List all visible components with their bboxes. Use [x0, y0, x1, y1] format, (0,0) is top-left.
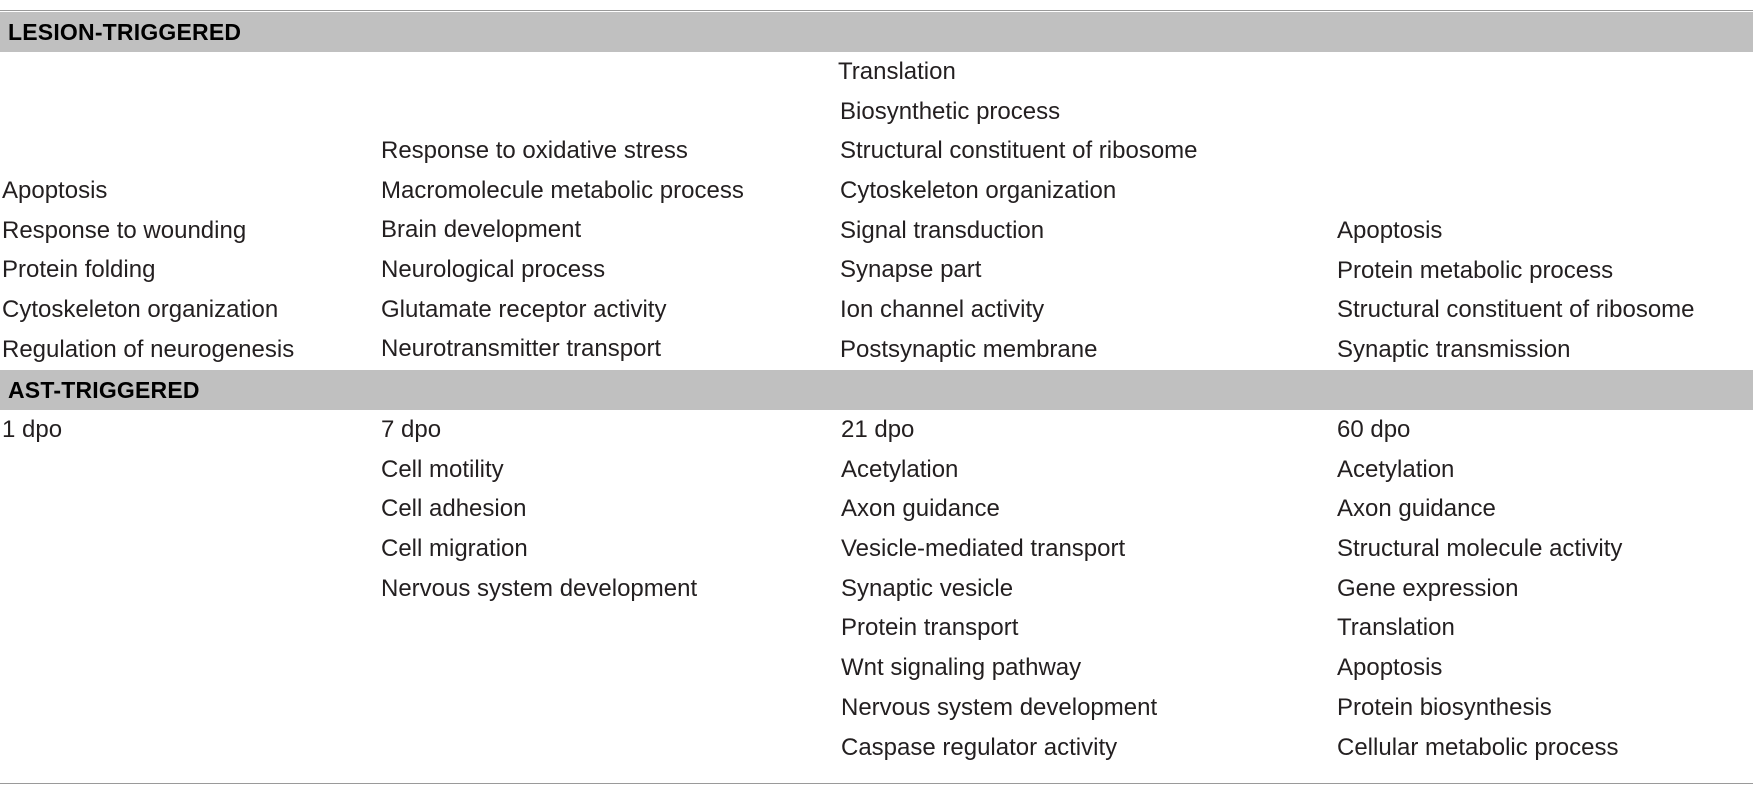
ast-triggered-label: AST-TRIGGERED — [8, 377, 200, 403]
table-cell: Axon guidance — [841, 495, 1000, 523]
table-cell: Neurotransmitter transport — [381, 335, 662, 363]
table-cell: Apoptosis — [2, 177, 108, 204]
table-cell: 1 dpo — [2, 416, 63, 443]
table-cell: Protein transport — [841, 614, 1019, 642]
table-cell: Macromolecule metabolic process — [381, 176, 744, 204]
table-cell: Biosynthetic process — [840, 97, 1061, 125]
table-cell: Acetylation — [1337, 455, 1455, 483]
table-cell: 21 dpo — [841, 416, 915, 443]
table-cell: Apoptosis — [1337, 654, 1443, 682]
lesion-col-2 — [381, 131, 771, 369]
table-cell: Cell adhesion — [381, 495, 527, 523]
table-cell: Vesicle-mediated transport — [841, 535, 1126, 563]
table-cell: Synapse part — [840, 256, 982, 284]
table-cell: Protein folding — [2, 256, 156, 284]
table-cell: Glutamate receptor activity — [381, 295, 667, 323]
lesion-triggered-label: LESION-TRIGGERED — [8, 19, 242, 45]
table-cell: Ion channel activity — [840, 296, 1045, 324]
table-cell: Cell motility — [381, 455, 504, 483]
table-cell: Cell migration — [381, 535, 528, 563]
table-cell: Cellular metabolic process — [1337, 733, 1619, 761]
table-cell: 60 dpo — [1337, 416, 1411, 443]
table-cell: Structural constituent of ribosome — [1337, 296, 1695, 324]
table-cell: Axon guidance — [1337, 495, 1496, 523]
lesion-col-4 — [1337, 211, 1727, 370]
table-cell: Wnt signaling pathway — [841, 654, 1082, 682]
table-cell: Protein metabolic process — [1337, 256, 1614, 284]
table-cell: Structural constituent of ribosome — [840, 137, 1198, 165]
table-cell: 7 dpo — [381, 416, 442, 443]
ast-triggered-header — [0, 370, 1753, 410]
ast-col-3 — [841, 410, 1231, 767]
table-cell: Postsynaptic membrane — [840, 335, 1098, 363]
table-cell: Protein biosynthesis — [1337, 693, 1552, 721]
lesion-triggered-header — [0, 12, 1753, 52]
table-cell: Nervous system development — [841, 693, 1158, 721]
ast-col-2 — [381, 410, 771, 608]
lesion-col-1 — [2, 171, 392, 369]
top-rule — [0, 10, 1753, 11]
table-cell: Neurological process — [381, 256, 606, 284]
table-cell: Caspase regulator activity — [841, 733, 1118, 761]
table-cell: Regulation of neurogenesis — [2, 335, 295, 363]
ast-col-1 — [2, 410, 392, 450]
table-cell: Response to oxidative stress — [381, 137, 688, 164]
table-cell: Synaptic vesicle — [841, 574, 1014, 602]
table-cell: Cytoskeleton organization — [840, 177, 1117, 205]
table-cell: Response to wounding — [2, 216, 247, 244]
table-cell: Brain development — [381, 216, 582, 244]
table-cell: Translation — [1337, 614, 1455, 642]
bottom-rule — [0, 783, 1753, 784]
lesion-col-3 — [840, 52, 1230, 370]
table-cell: Acetylation — [841, 455, 959, 483]
table-cell: Cytoskeleton organization — [2, 296, 279, 324]
table-cell: Structural molecule activity — [1337, 535, 1623, 563]
table-cell: Nervous system development — [381, 574, 698, 602]
table-cell: Signal transduction — [840, 216, 1045, 244]
table-cell: Synaptic transmission — [1337, 336, 1571, 364]
table-cell: Translation — [838, 58, 956, 85]
table-cell: Apoptosis — [1337, 217, 1443, 244]
table-cell: Gene expression — [1337, 574, 1519, 602]
ast-col-4 — [1337, 410, 1727, 767]
